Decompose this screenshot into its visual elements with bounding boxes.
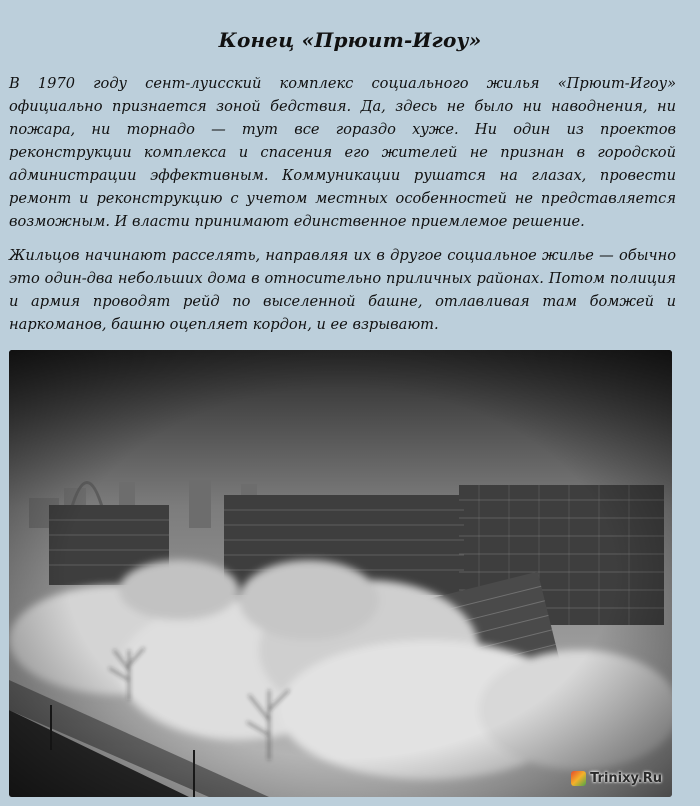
paragraph-resettlement: Жильцов начинают расселять, направляя их в другое социальное жилье — обычно это один-два небольших дома в относительно приличных районах. Потом полиция и армия проводят рейд по выселенной башне, отлавливая там бомжей и наркоманов, башню оцепляет кордон, и ее взрывают.	[9, 247, 676, 333]
demolition-photo	[9, 350, 672, 797]
paragraph-intro: В 1970 году сент-луисский комплекс социального жилья «Прюит-Игоу» официально признается зоной бедствия. Да, здесь не было ни наводнения, ни пожара, ни торнадо — тут все гораздо хуже. Ни один из проектов реконструкции комплекса и спасения его жителей не признан в городской администрации эффективным. Коммуникации рушатся на глазах, провести ремонт и реконструкцию с учетом местных особенностей не представляется возможным. И власти принимают единственное приемлемое решение.	[9, 75, 676, 230]
watermark	[571, 771, 662, 786]
trinixy-logo-icon	[571, 771, 586, 786]
demolition-photo-image	[9, 350, 672, 797]
article-title: Конец «Прюит-Игоу»	[218, 28, 482, 52]
watermark-text: Trinixy.Ru	[590, 771, 662, 786]
